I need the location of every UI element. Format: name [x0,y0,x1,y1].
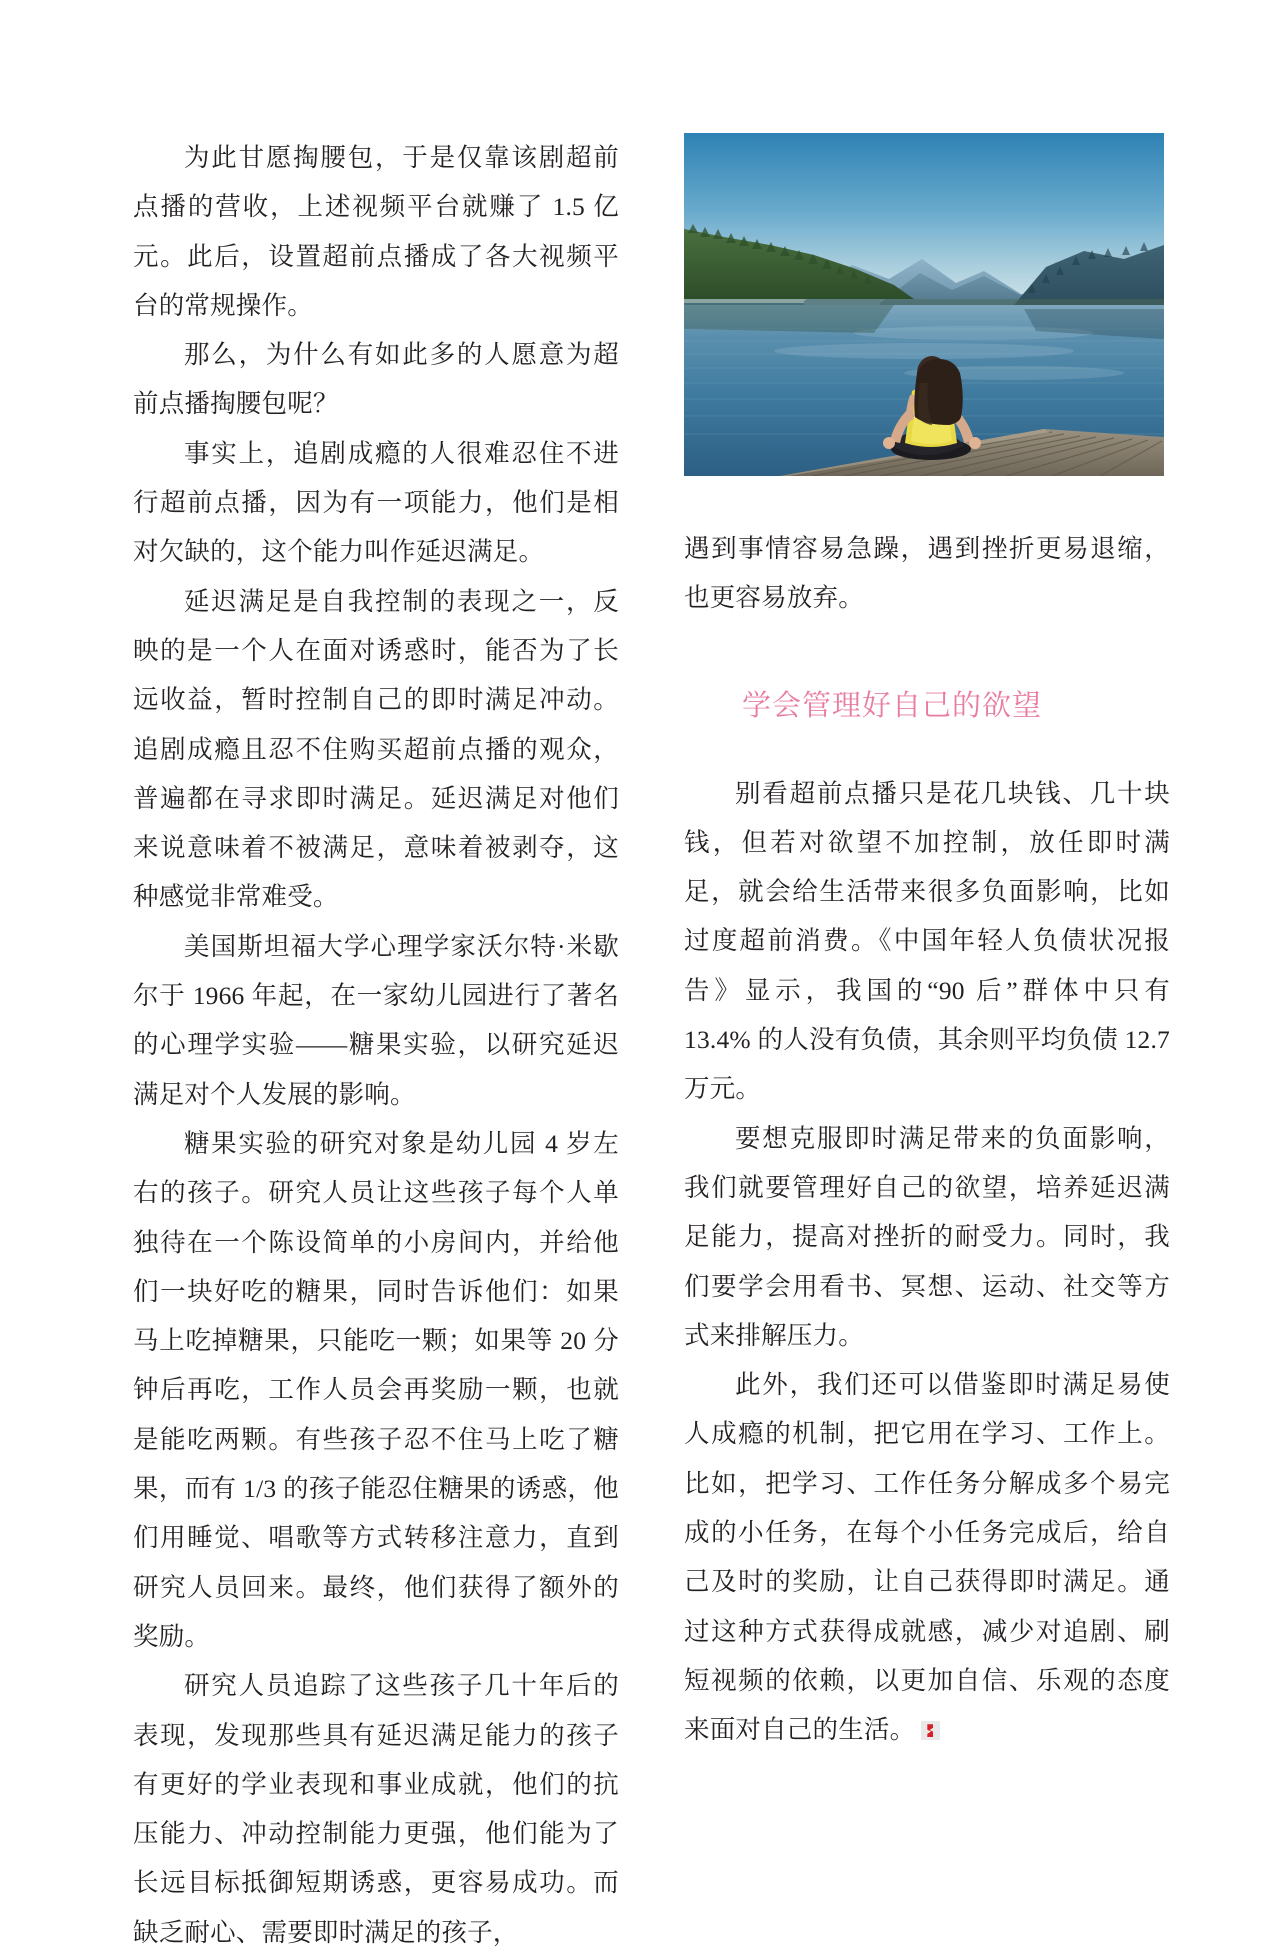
section-heading: 学会管理好自己的欲望 [742,687,1043,722]
paragraph: 事实上，追剧成瘾的人很难忍住不进行超前点播，因为有一项能力，他们是相对欠缺的，这个能力叫作延迟满足。 [133,438,619,567]
paragraph: 别看超前点播只是花几块钱、几十块钱，但若对欲望不加控制，放任即时满足，就会给生活带来很多负面影响，比如过度超前消费。《中国年轻人负债状况报告》显示，我国的“90 后”群体中只有 13.4% 的人没有负债，其余则平均负债 12.7 万元。 [684,778,1170,1104]
paragraph: 要想克服即时满足带来的负面影响，我们就要管理好自己的欲望，培养延迟满足能力，提高对挫折的耐受力。同时，我们要学会用看书、冥想、运动、社交等方式来排解压力。 [684,1123,1170,1350]
paragraph: 延迟满足是自我控制的表现之一，反映的是一个人在面对诱惑时，能否为了长远收益，暂时控制自己的即时满足冲动。追剧成瘾且忍不住购买超前点播的观众，普遍都在寻求即时满足。延迟满足对他们来说意味着不被满足，意味着被剥夺，这种感觉非常难受。 [133,586,619,912]
right-text-column [684,524,1170,1755]
paragraph: 美国斯坦福大学心理学家沃尔特·米歇尔于 1966 年起，在一家幼儿园进行了著名的心理学实验——糖果实验，以研究延迟满足对个人发展的影响。 [133,931,619,1109]
spacer [684,725,1170,769]
paragraph: 糖果实验的研究对象是幼儿园 4 岁左右的孩子。研究人员让这些孩子每个人单独待在一个陈设简单的小房间内，并给他们一块好吃的糖果，同时告诉他们：如果马上吃掉糖果，只能吃一颗；如果等 20 分钟后再吃，工作人员会再奖励一颗，也就是能吃两颗。有些孩子忍不住马上吃了糖果，而有 1/3 的孩子能忍住糖果的诱惑，他们用睡觉、唱歌等方式转移注意力，直到研究人员回来。最终，他们获得了额外的奖励。 [133,1128,619,1651]
paragraph: 那么，为什么有如此多的人愿意为超前点播掏腰包呢？ [133,340,619,419]
article-end-logo-icon [921,1721,940,1740]
paragraph-text: 此外，我们还可以借鉴即时满足易使人成瘾的机制，把它用在学习、工作上。比如，把学习、工作任务分解成多个易完成的小任务，在每个小任务完成后，给自己及时的奖励，让自己获得即时满足。通过这种方式获得成就感，减少对追剧、刷短视频的依赖，以更加自信、乐观的态度来面对自己的生活。 [684,1370,1170,1745]
paragraph: 研究人员追踪了这些孩子几十年后的表现，发现那些具有延迟满足能力的孩子有更好的学业表现和事业成就，他们的抗压能力、冲动控制能力更强，他们能为了长远目标抵御短期诱惑，更容易成功。而缺乏耐心、需要即时满足的孩子， [133,1671,619,1947]
meditation-lake-photo [684,133,1164,476]
article-photo [684,133,1164,476]
paragraph: 为此甘愿掏腰包，于是仅靠该剧超前点播的营收，上述视频平台就赚了 1.5 亿元。此后，设置超前点播成了各大视频平台的常规操作。 [133,143,619,320]
left-text-column [133,133,619,1957]
paragraph [684,1360,1170,1754]
paragraph-continuation: 遇到事情容易急躁，遇到挫折更易退缩，也更容易放弃。 [684,534,1170,613]
spacer [684,623,1170,685]
